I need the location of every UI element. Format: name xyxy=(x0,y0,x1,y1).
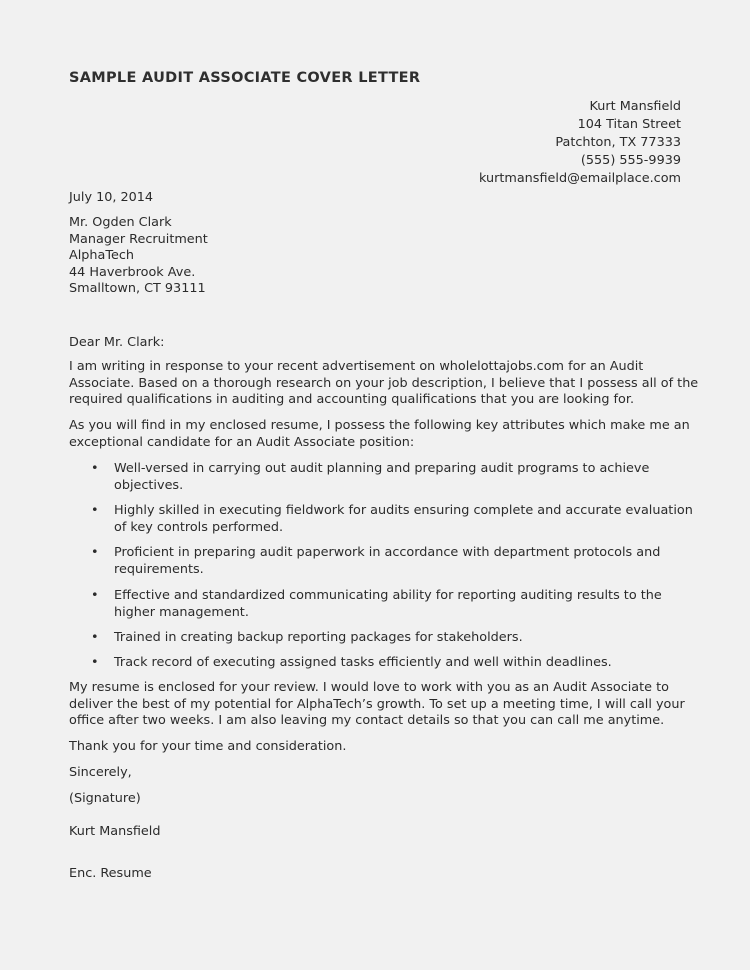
bullet-icon: • xyxy=(91,588,99,603)
paragraph-line: I am writing in response to your recent advertisement on wholelottajobs.com for an Audit xyxy=(69,359,644,374)
bullet-icon: • xyxy=(91,503,99,518)
signature-placeholder: (Signature) xyxy=(69,791,141,806)
paragraph-line: As you will find in my enclosed resume, I possess the following key attributes which make me an xyxy=(69,418,690,433)
bullet-icon: • xyxy=(91,461,99,476)
recipient-role: Manager Recruitment xyxy=(69,231,208,247)
paragraph-line: exceptional candidate for an Audit Associate position: xyxy=(69,434,415,450)
bullet-icon: • xyxy=(91,545,99,560)
closing-salutation: Sincerely, xyxy=(69,765,132,780)
recipient-address xyxy=(69,215,681,298)
letter-date: July 10, 2014 xyxy=(69,190,154,205)
bullet-icon: • xyxy=(91,655,99,670)
sender-phone: (555) 555-9939 xyxy=(580,153,681,168)
paragraph-line: Associate. Based on a thorough research on your job description, I believe that I possess all of the xyxy=(69,375,699,391)
list-item-line: Track record of executing assigned tasks efficiently and well within deadlines. xyxy=(114,655,612,670)
list-item-line: Proficient in preparing audit paperwork in accordance with department protocols and xyxy=(114,545,661,560)
paragraph-intro xyxy=(69,359,699,409)
paragraph-line: required qualifications in auditing and accounting qualifications that you are looking for. xyxy=(69,392,635,408)
list-item-line: Effective and standardized communicating ability for reporting auditing results to the xyxy=(114,588,662,603)
paragraph-line: deliver the best of my potential for AlphaTech’s growth. To set up a meeting time, I will call your xyxy=(69,696,685,712)
recipient-company: AlphaTech xyxy=(69,248,135,264)
greeting: Dear Mr. Clark: xyxy=(69,335,165,350)
recipient-city: Smalltown, CT 93111 xyxy=(69,281,206,297)
signoff-name: Kurt Mansfield xyxy=(69,824,161,839)
list-item-line: of key controls performed. xyxy=(114,519,284,535)
paragraph-attributes xyxy=(69,418,690,451)
list-item-line: Well-versed in carrying out audit planning and preparing audit programs to achieve xyxy=(114,461,650,476)
sender-city: Patchton, TX 77333 xyxy=(555,135,681,150)
paragraph-line: My resume is enclosed for your review. I would love to work with you as an Audit Associate to xyxy=(69,680,669,695)
list-item-line: Trained in creating backup reporting packages for stakeholders. xyxy=(114,630,523,645)
sender-email: kurtmansfield@emailplace.com xyxy=(478,171,681,186)
list-item-line: Highly skilled in executing fieldwork for audits ensuring complete and accurate evaluation xyxy=(114,503,693,518)
sender-street: 104 Titan Street xyxy=(577,117,681,132)
paragraph-closing xyxy=(69,680,685,730)
bullet-icon: • xyxy=(91,630,99,645)
thanks-line: Thank you for your time and consideration. xyxy=(69,739,347,754)
letter-title: SAMPLE AUDIT ASSOCIATE COVER LETTER xyxy=(69,70,421,86)
recipient-name: Mr. Ogden Clark xyxy=(69,215,172,230)
enclosure-note: Enc. Resume xyxy=(69,866,152,881)
sender-address xyxy=(479,98,681,188)
paragraph-line: office after two weeks. I am also leaving my contact details so that you can call me anytime. xyxy=(69,713,665,729)
list-item-line: requirements. xyxy=(114,561,204,577)
sender-name: Kurt Mansfield xyxy=(589,99,681,114)
list-item-line: objectives. xyxy=(114,477,184,493)
recipient-street: 44 Haverbrook Ave. xyxy=(69,264,196,280)
list-item-line: higher management. xyxy=(114,604,249,620)
